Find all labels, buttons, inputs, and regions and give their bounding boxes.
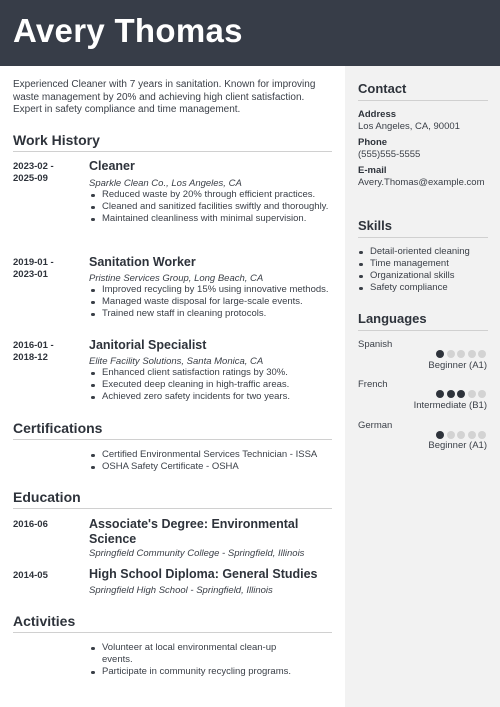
entry-date-start: 2016-01 - (13, 340, 54, 351)
job-title: Janitorial Specialist (89, 338, 207, 352)
rating-dot-filled (436, 390, 444, 398)
list-item: Enhanced client satisfaction ratings by 30%. (89, 367, 334, 379)
activities-list (89, 642, 309, 678)
language-name: Spanish (358, 339, 393, 350)
section-title-certifications: Certifications (13, 420, 103, 436)
phone-value: (555)555-5555 (358, 149, 421, 160)
section-divider (13, 632, 332, 633)
education-date: 2014-05 (13, 570, 48, 581)
degree-title: Associate's Degree: Environmental Science (89, 517, 299, 546)
entry-date-end: 2018-12 (13, 352, 48, 363)
list-item: Organizational skills (358, 270, 493, 282)
section-divider (13, 151, 332, 152)
education-date: 2016-06 (13, 519, 48, 530)
rating-dot-filled (436, 431, 444, 439)
section-title-work-history: Work History (13, 132, 100, 148)
section-divider (13, 439, 332, 440)
entry-date-end: 2025-09 (13, 173, 48, 184)
list-item: Time management (358, 258, 493, 270)
address-value: Los Angeles, CA, 90001 (358, 121, 460, 132)
language-name: French (358, 379, 388, 390)
section-divider (358, 237, 488, 238)
list-item: Cleaned and sanitized facilities swiftly and thoroughly. (89, 201, 334, 213)
rating-dot-empty (478, 390, 486, 398)
list-item: Executed deep cleaning in high-traffic areas. (89, 379, 334, 391)
rating-dot-filled (436, 350, 444, 358)
rating-dot-empty (457, 431, 465, 439)
rating-dot-empty (447, 350, 455, 358)
school-name: Springfield High School - Springfield, Illinois (89, 585, 273, 596)
job-company: Pristine Services Group, Long Beach, CA (89, 273, 264, 284)
entry-date-end: 2023-01 (13, 269, 48, 280)
sidebar (345, 66, 500, 707)
rating-dot-empty (447, 431, 455, 439)
section-title-languages: Languages (358, 311, 427, 326)
summary-text: Experienced Cleaner with 7 years in sanitation. Known for improving waste management by 20% and achieving high client satisfaction. Expert in safety compliance and time management. (13, 79, 316, 115)
degree-title: High School Diploma: General Studies (89, 567, 318, 581)
rating-dot-empty (478, 350, 486, 358)
list-item: Detail-oriented cleaning (358, 246, 493, 258)
job-title: Sanitation Worker (89, 255, 196, 269)
language-rating (436, 350, 486, 358)
section-title-activities: Activities (13, 613, 76, 629)
email-value: Avery.Thomas@example.com (358, 177, 485, 188)
list-item: Maintained cleanliness with minimal supervision. (89, 213, 334, 225)
list-item: Safety compliance (358, 282, 493, 294)
rating-dot-empty (457, 350, 465, 358)
job-bullets (89, 367, 334, 403)
email-label: E-mail (358, 165, 387, 176)
section-title-contact: Contact (358, 81, 407, 96)
list-item: Improved recycling by 15% using innovative methods. (89, 284, 334, 296)
language-level: Intermediate (B1) (413, 400, 487, 411)
candidate-name: Avery Thomas (13, 12, 243, 49)
language-name: German (358, 420, 393, 431)
language-rating (436, 431, 486, 439)
entry-date-start: 2023-02 - (13, 161, 54, 172)
list-item: Managed waste disposal for large-scale events. (89, 296, 334, 308)
job-bullets (89, 189, 334, 225)
section-divider (358, 330, 488, 331)
section-title-education: Education (13, 489, 81, 505)
job-company: Elite Facility Solutions, Santa Monica, CA (89, 356, 264, 367)
list-item: Volunteer at local environmental clean-up events. (89, 642, 309, 666)
section-divider (13, 508, 332, 509)
language-level: Beginner (A1) (428, 440, 487, 451)
section-title-skills: Skills (358, 218, 392, 233)
rating-dot-empty (468, 431, 476, 439)
list-item: Trained new staff in cleaning protocols. (89, 308, 334, 320)
certifications-list (89, 449, 334, 473)
rating-dot-filled (447, 390, 455, 398)
skills-list (358, 246, 493, 294)
main-column (0, 66, 345, 707)
rating-dot-empty (468, 350, 476, 358)
list-item: Participate in community recycling programs. (89, 666, 309, 678)
header-banner (0, 0, 500, 66)
list-item: OSHA Safety Certificate - OSHA (89, 461, 334, 473)
language-rating (436, 390, 486, 398)
language-level: Beginner (A1) (428, 360, 487, 371)
job-bullets (89, 284, 334, 320)
job-title: Cleaner (89, 159, 135, 173)
rating-dot-filled (457, 390, 465, 398)
list-item: Certified Environmental Services Technician - ISSA (89, 449, 334, 461)
section-divider (358, 100, 488, 101)
entry-date-start: 2019-01 - (13, 257, 54, 268)
list-item: Achieved zero safety incidents for two years. (89, 391, 334, 403)
rating-dot-empty (468, 390, 476, 398)
school-name: Springfield Community College - Springfield, Illinois (89, 548, 305, 559)
phone-label: Phone (358, 137, 388, 148)
rating-dot-empty (478, 431, 486, 439)
list-item: Reduced waste by 20% through efficient practices. (89, 189, 334, 201)
job-company: Sparkle Clean Co., Los Angeles, CA (89, 178, 242, 189)
address-label: Address (358, 109, 397, 120)
